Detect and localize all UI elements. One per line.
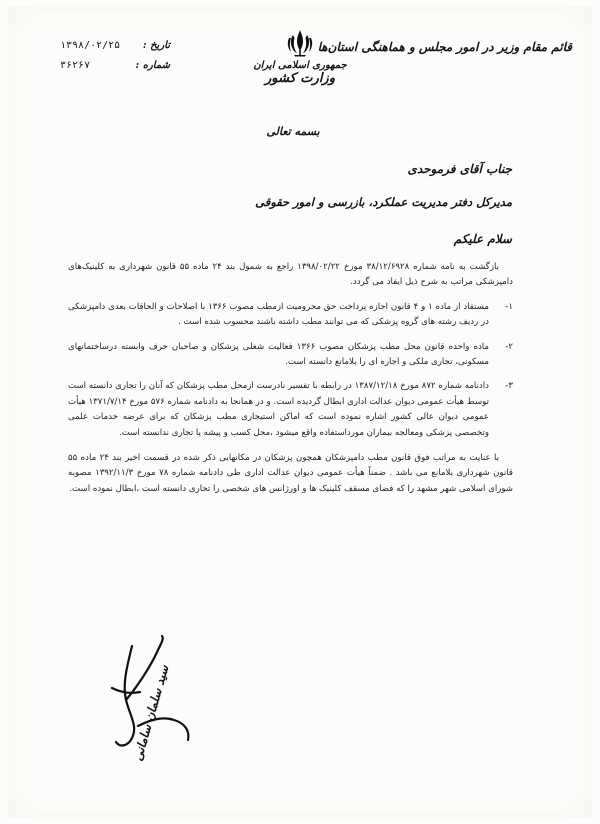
- list-item: [68, 340, 513, 371]
- intro-paragraph: بازگشت به نامه شماره ۳۸/۱۲/۶۹۲۸ مورخ ۱۳۹۸/۰۲/۲۲ راجع به شمول بند ۲۴ ماده ۵۵ قانون شهرداری به کلینیک‌های دامپزشکی مراتب به شرح ذیل ایفاد می گردد.: [68, 262, 513, 288]
- number-value: ۳۶۲۶۷: [60, 60, 91, 71]
- date-row: [60, 40, 170, 60]
- number-label: شماره :: [135, 60, 170, 71]
- recipient-header: قائم مقام وزیر در امور مجلس و هماهنگی استان‌ها: [317, 40, 572, 54]
- ministry-title: وزارت کشور: [265, 71, 335, 86]
- item-number: ۱-: [505, 301, 513, 312]
- date-value: ۱۳۹۸/۰۲/۲۵: [60, 40, 121, 51]
- addressee-title: مدیرکل دفتر مدیریت عملکرد، بازرسی و امور حقوقی: [255, 195, 512, 209]
- item-text: دادنامه شماره ۸۷۲ مورخ ۱۳۸۷/۱۲/۱۸ در رابطه با تفسیر نادرست ازمحل مطب پزشکان که آنان را تجاری دانسته است توسط هیأت عمومی دیوان عدالت اداری ابطال گردیده است. و در همانجا به دادنامه شماره ۵۷۶ مورخ ۱۳۷۱/۷/۱۴ هیأت عمومی دیوان عالی کشور اشاره نموده است که اماکن استیجاری مطب پزشکان که برای عرضه خدمات علمی وتخصصی پزشکی ومعالجه بیماران مورداستفاده واقع میشود ،محل کسب و پیشه یا تجاری ندانسته است.: [67, 381, 489, 438]
- date-label: تاریخ :: [142, 40, 170, 51]
- iran-emblem-icon: [285, 28, 315, 58]
- greeting: سلام علیکم: [453, 232, 512, 246]
- closing-paragraph: با عنایت به مراتب فوق قانون مطب دامپزشکان همچون پزشکان در مکانهایی ذکر شده در قسمت اخیر بند ۲۴ ماده ۵۵ قانون شهرداری بلامانع می باشد . ضمناً هیأت عمومی دیوان عدالت اداری طی دادنامه شماره ۷۸ مورخ ۱۳۹۲/۱۱/۳ مصوبه شورای اسلامی شهر مشهد را که فضای مسقف کلینیک ها و اورژانس های شخصی را تجاری دانسته است ،ابطال نموده است.: [68, 453, 513, 494]
- addressee-name: جناب آقای فرموحدی: [407, 162, 512, 176]
- letter-meta: [60, 40, 170, 80]
- ministry-header: [240, 28, 360, 86]
- republic-title: جمهوری اسلامی ایران: [253, 60, 347, 71]
- number-row: [60, 60, 170, 80]
- list-item: [68, 379, 513, 441]
- list-item: [68, 300, 513, 331]
- item-text: مستفاد از ماده ۱ و ۴ قانون اجازه پرداخت حق محرومیت ازمطب مصوب ۱۳۶۶ با اصلاحات و الحاقات بعدی دامپزشکی در ردیف رشته های گروه پزشکی که می توانند مطب داشته باشند محسوب شده است .: [68, 301, 489, 328]
- signatory-name: سید سلمان سامانی: [130, 663, 172, 763]
- item-number: ۲-: [505, 341, 513, 352]
- bismillah-text: بسمه تعالی: [266, 125, 320, 138]
- item-number: ۳-: [505, 381, 513, 392]
- letter-body: [68, 260, 513, 497]
- item-text: ماده واحده قانون محل مطب پزشکان مصوب ۱۳۶۶ فعالیت شغلی پزشکان و صاحبان حرف وابسته درساختمانهای مسکونی، تجاری ملکی و اجاره ای را بلامانع دانسته است.: [68, 341, 490, 368]
